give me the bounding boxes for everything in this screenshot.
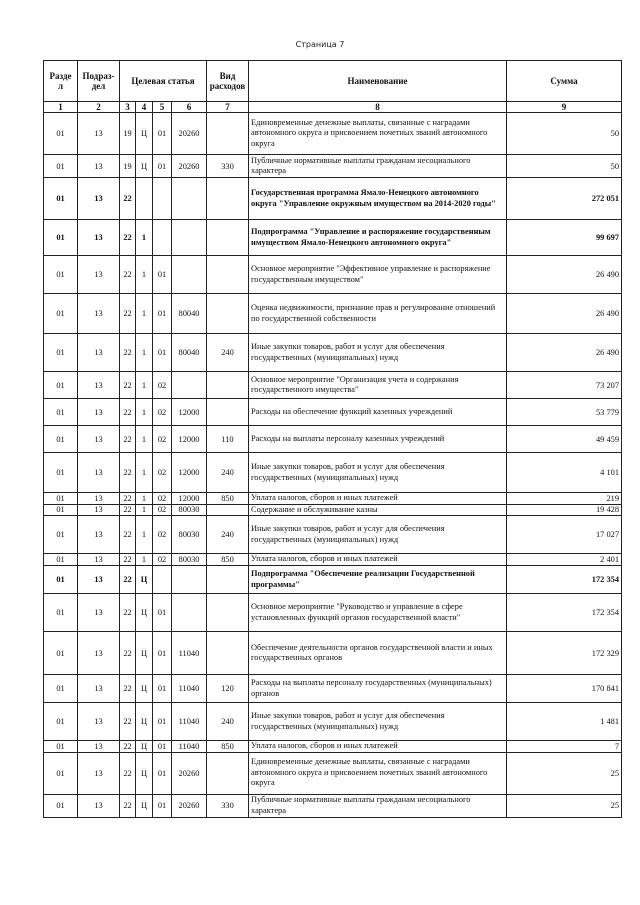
naimenovanie-cell: Расходы на выплаты персоналу государственных (муниципальных) органов (249, 675, 507, 703)
subprogram-code-cell: 1 (136, 426, 153, 453)
summa-cell: 99 697 (507, 220, 622, 256)
event-code-cell: 01 (153, 632, 172, 675)
direction-code-cell: 12000 (172, 493, 207, 505)
podrazdel-cell: 13 (78, 178, 120, 220)
program-code-cell: 22 (120, 632, 136, 675)
podrazdel-cell: 13 (78, 334, 120, 372)
naimenovanie-cell: Иные закупки товаров, работ и услуг для обеспечения государственных (муниципальных) нужд (249, 516, 507, 554)
table-row (44, 294, 622, 334)
razdel-cell: 01 (44, 334, 78, 372)
vid-rashodov-cell: 240 (207, 516, 249, 554)
vid-rashodov-cell: 120 (207, 675, 249, 703)
vid-rashodov-cell (207, 294, 249, 334)
vid-rashodov-cell (207, 752, 249, 794)
naimenovanie-cell: Обеспечение деятельности органов государственной власти и иных государственных органов (249, 632, 507, 675)
vid-rashodov-cell: 330 (207, 794, 249, 817)
column-number: 4 (136, 102, 153, 113)
table-row (44, 399, 622, 426)
vid-rashodov-cell: 240 (207, 334, 249, 372)
table-row (44, 741, 622, 753)
naimenovanie-cell: Публичные нормативные выплаты гражданам несоциального характера (249, 155, 507, 178)
budget-table (43, 60, 622, 818)
vid-rashodov-cell: 330 (207, 155, 249, 178)
event-code-cell: 01 (153, 294, 172, 334)
summa-cell: 170 841 (507, 675, 622, 703)
event-code-cell: 02 (153, 426, 172, 453)
direction-code-cell: 80030 (172, 504, 207, 516)
naimenovanie-cell: Основное мероприятие "Руководство и управление в сфере установленных функций органов государственной власти" (249, 594, 507, 632)
podrazdel-cell: 13 (78, 703, 120, 741)
direction-code-cell: 11040 (172, 675, 207, 703)
subprogram-code-cell: Ц (136, 741, 153, 753)
table-row (44, 426, 622, 453)
summa-cell: 17 027 (507, 516, 622, 554)
subprogram-code-cell: Ц (136, 675, 153, 703)
event-code-cell: 01 (153, 794, 172, 817)
subprogram-code-cell: 1 (136, 493, 153, 505)
naimenovanie-cell: Уплата налогов, сборов и иных платежей (249, 493, 507, 505)
summa-cell: 50 (507, 155, 622, 178)
program-code-cell: 22 (120, 504, 136, 516)
table-row (44, 794, 622, 817)
vid-rashodov-cell: 240 (207, 703, 249, 741)
subprogram-code-cell: 1 (136, 334, 153, 372)
table-row (44, 594, 622, 632)
program-code-cell: 22 (120, 334, 136, 372)
podrazdel-cell: 13 (78, 372, 120, 399)
naimenovanie-cell: Содержание и обслуживание казны (249, 504, 507, 516)
direction-code-cell: 80030 (172, 554, 207, 566)
naimenovanie-cell: Единовременные денежные выплаты, связанные с наградами автономного округа и присвоением почетных званий автономного округа (249, 752, 507, 794)
podrazdel-cell: 13 (78, 675, 120, 703)
program-code-cell: 22 (120, 703, 136, 741)
summa-cell: 50 (507, 113, 622, 155)
event-code-cell: 02 (153, 554, 172, 566)
program-code-cell: 22 (120, 493, 136, 505)
subprogram-code-cell: 1 (136, 399, 153, 426)
table-row (44, 334, 622, 372)
direction-code-cell: 20260 (172, 794, 207, 817)
subprogram-code-cell: Ц (136, 703, 153, 741)
event-code-cell: 01 (153, 155, 172, 178)
vid-rashodov-cell (207, 256, 249, 294)
direction-code-cell (172, 220, 207, 256)
razdel-cell: 01 (44, 594, 78, 632)
event-code-cell: 01 (153, 113, 172, 155)
summa-cell: 7 (507, 741, 622, 753)
vid-rashodov-cell: 110 (207, 426, 249, 453)
direction-code-cell: 20260 (172, 155, 207, 178)
naimenovanie-cell: Расходы на выплаты персоналу казенных учреждений (249, 426, 507, 453)
vid-rashodov-cell (207, 220, 249, 256)
event-code-cell: 01 (153, 334, 172, 372)
subprogram-code-cell: 1 (136, 554, 153, 566)
direction-code-cell (172, 566, 207, 594)
direction-code-cell: 11040 (172, 741, 207, 753)
program-code-cell: 22 (120, 675, 136, 703)
event-code-cell: 02 (153, 493, 172, 505)
column-number: 1 (44, 102, 78, 113)
razdel-cell: 01 (44, 632, 78, 675)
vid-rashodov-cell (207, 632, 249, 675)
razdel-cell: 01 (44, 453, 78, 493)
direction-code-cell: 11040 (172, 632, 207, 675)
direction-code-cell: 11040 (172, 703, 207, 741)
summa-cell: 4 101 (507, 453, 622, 493)
event-code-cell: 01 (153, 741, 172, 753)
razdel-cell: 01 (44, 155, 78, 178)
podrazdel-cell: 13 (78, 741, 120, 753)
program-code-cell: 22 (120, 294, 136, 334)
vid-rashodov-cell (207, 594, 249, 632)
summa-cell: 272 051 (507, 178, 622, 220)
summa-cell: 53 779 (507, 399, 622, 426)
subprogram-code-cell (136, 178, 153, 220)
event-code-cell (153, 178, 172, 220)
table-row (44, 256, 622, 294)
naimenovanie-cell: Основное мероприятие "Эффективное управление и распоряжение государственным имуществом" (249, 256, 507, 294)
subprogram-code-cell: Ц (136, 794, 153, 817)
program-code-cell: 22 (120, 794, 136, 817)
naimenovanie-cell: Оценка недвижимости, признание прав и регулирование отношений по государственной собственности (249, 294, 507, 334)
podrazdel-cell: 13 (78, 493, 120, 505)
vid-rashodov-cell: 850 (207, 493, 249, 505)
naimenovanie-cell: Подпрограмма "Управление и распоряжение государственным имуществом Ямало-Ненецкого автономного округа" (249, 220, 507, 256)
naimenovanie-cell: Основное мероприятие "Организация учета и содержания государственного имущества" (249, 372, 507, 399)
naimenovanie-cell: Иные закупки товаров, работ и услуг для обеспечения государственных (муниципальных) нужд (249, 334, 507, 372)
razdel-cell: 01 (44, 675, 78, 703)
podrazdel-cell: 13 (78, 632, 120, 675)
direction-code-cell: 20260 (172, 752, 207, 794)
naimenovanie-cell: Единовременные денежные выплаты, связанные с наградами автономного округа и присвоением почетных званий автономного округа (249, 113, 507, 155)
program-code-cell: 22 (120, 426, 136, 453)
summa-cell: 26 490 (507, 334, 622, 372)
subprogram-code-cell: 1 (136, 372, 153, 399)
razdel-cell: 01 (44, 554, 78, 566)
summa-cell: 26 490 (507, 294, 622, 334)
summa-cell: 172 329 (507, 632, 622, 675)
podrazdel-cell: 13 (78, 594, 120, 632)
vid-rashodov-cell (207, 372, 249, 399)
table-row (44, 372, 622, 399)
summa-cell: 1 481 (507, 703, 622, 741)
vid-rashodov-cell: 850 (207, 554, 249, 566)
naimenovanie-cell: Иные закупки товаров, работ и услуг для обеспечения государственных (муниципальных) нужд (249, 703, 507, 741)
subprogram-code-cell: Ц (136, 752, 153, 794)
program-code-cell: 22 (120, 516, 136, 554)
program-code-cell: 22 (120, 453, 136, 493)
table-row (44, 703, 622, 741)
column-number: 5 (153, 102, 172, 113)
subprogram-code-cell: Ц (136, 594, 153, 632)
column-number: 8 (249, 102, 507, 113)
vid-rashodov-cell (207, 566, 249, 594)
summa-cell: 26 490 (507, 256, 622, 294)
summa-cell: 25 (507, 794, 622, 817)
program-code-cell: 22 (120, 741, 136, 753)
header-summa: Сумма (507, 61, 622, 102)
column-number-row (44, 102, 622, 113)
naimenovanie-cell: Уплата налогов, сборов и иных платежей (249, 554, 507, 566)
razdel-cell: 01 (44, 703, 78, 741)
program-code-cell: 22 (120, 566, 136, 594)
table-row (44, 752, 622, 794)
razdel-cell: 01 (44, 399, 78, 426)
razdel-cell: 01 (44, 794, 78, 817)
subprogram-code-cell: 1 (136, 220, 153, 256)
razdel-cell: 01 (44, 220, 78, 256)
podrazdel-cell: 13 (78, 516, 120, 554)
program-code-cell: 19 (120, 155, 136, 178)
page-label: Страница 7 (295, 40, 345, 49)
table-row (44, 566, 622, 594)
razdel-cell: 01 (44, 426, 78, 453)
podrazdel-cell: 13 (78, 155, 120, 178)
event-code-cell: 02 (153, 399, 172, 426)
event-code-cell: 02 (153, 372, 172, 399)
table-row (44, 155, 622, 178)
summa-cell: 19 428 (507, 504, 622, 516)
vid-rashodov-cell (207, 399, 249, 426)
table-body (44, 113, 622, 818)
podrazdel-cell: 13 (78, 113, 120, 155)
column-number: 9 (507, 102, 622, 113)
header-celevaya-statya: Целевая статья (120, 61, 207, 102)
podrazdel-cell: 13 (78, 399, 120, 426)
subprogram-code-cell: Ц (136, 113, 153, 155)
razdel-cell: 01 (44, 493, 78, 505)
naimenovanie-cell: Уплата налогов, сборов и иных платежей (249, 741, 507, 753)
razdel-cell: 01 (44, 294, 78, 334)
column-number: 3 (120, 102, 136, 113)
summa-cell: 2 401 (507, 554, 622, 566)
event-code-cell: 01 (153, 675, 172, 703)
program-code-cell: 22 (120, 372, 136, 399)
event-code-cell (153, 220, 172, 256)
razdel-cell: 01 (44, 178, 78, 220)
razdel-cell: 01 (44, 372, 78, 399)
podrazdel-cell: 13 (78, 794, 120, 817)
column-number: 7 (207, 102, 249, 113)
subprogram-code-cell: 1 (136, 294, 153, 334)
event-code-cell: 02 (153, 453, 172, 493)
program-code-cell: 22 (120, 220, 136, 256)
razdel-cell: 01 (44, 113, 78, 155)
event-code-cell (153, 566, 172, 594)
event-code-cell: 01 (153, 703, 172, 741)
direction-code-cell: 80040 (172, 294, 207, 334)
direction-code-cell: 80030 (172, 516, 207, 554)
razdel-cell: 01 (44, 256, 78, 294)
program-code-cell: 22 (120, 752, 136, 794)
header-podrazdel: Подраз- дел (78, 61, 120, 102)
event-code-cell: 02 (153, 516, 172, 554)
table-row (44, 632, 622, 675)
direction-code-cell (172, 256, 207, 294)
program-code-cell: 22 (120, 178, 136, 220)
vid-rashodov-cell (207, 113, 249, 155)
table-row (44, 516, 622, 554)
summa-cell: 25 (507, 752, 622, 794)
table-row (44, 675, 622, 703)
podrazdel-cell: 13 (78, 294, 120, 334)
summa-cell: 172 354 (507, 594, 622, 632)
header-naimenovanie: Наименование (249, 61, 507, 102)
summa-cell: 219 (507, 493, 622, 505)
direction-code-cell: 80040 (172, 334, 207, 372)
program-code-cell: 19 (120, 113, 136, 155)
razdel-cell: 01 (44, 516, 78, 554)
subprogram-code-cell: 1 (136, 453, 153, 493)
podrazdel-cell: 13 (78, 554, 120, 566)
event-code-cell: 01 (153, 256, 172, 294)
program-code-cell: 22 (120, 256, 136, 294)
direction-code-cell (172, 594, 207, 632)
razdel-cell: 01 (44, 566, 78, 594)
header-razdel: Разде л (44, 61, 78, 102)
header-vid-rashodov: Вид расходов (207, 61, 249, 102)
direction-code-cell: 20260 (172, 113, 207, 155)
column-number: 2 (78, 102, 120, 113)
event-code-cell: 01 (153, 594, 172, 632)
naimenovanie-cell: Государственная программа Ямало-Ненецкого автономного округа "Управление окружным имуществом на 2014-2020 годы" (249, 178, 507, 220)
razdel-cell: 01 (44, 752, 78, 794)
table-row (44, 453, 622, 493)
subprogram-code-cell: Ц (136, 566, 153, 594)
direction-code-cell: 12000 (172, 453, 207, 493)
table-row (44, 220, 622, 256)
event-code-cell: 01 (153, 752, 172, 794)
table-row (44, 493, 622, 505)
podrazdel-cell: 13 (78, 504, 120, 516)
subprogram-code-cell: Ц (136, 632, 153, 675)
podrazdel-cell: 13 (78, 566, 120, 594)
vid-rashodov-cell: 240 (207, 453, 249, 493)
naimenovanie-cell: Публичные нормативные выплаты гражданам несоциального характера (249, 794, 507, 817)
program-code-cell: 22 (120, 594, 136, 632)
summa-cell: 172 354 (507, 566, 622, 594)
table-row (44, 504, 622, 516)
table-row (44, 554, 622, 566)
vid-rashodov-cell (207, 504, 249, 516)
vid-rashodov-cell (207, 178, 249, 220)
podrazdel-cell: 13 (78, 220, 120, 256)
direction-code-cell (172, 178, 207, 220)
naimenovanie-cell: Иные закупки товаров, работ и услуг для обеспечения государственных (муниципальных) нужд (249, 453, 507, 493)
naimenovanie-cell: Подпрограмма "Обеспечение реализации Государственной программы" (249, 566, 507, 594)
summa-cell: 49 459 (507, 426, 622, 453)
podrazdel-cell: 13 (78, 426, 120, 453)
subprogram-code-cell: Ц (136, 155, 153, 178)
subprogram-code-cell: 1 (136, 504, 153, 516)
podrazdel-cell: 13 (78, 256, 120, 294)
direction-code-cell: 12000 (172, 426, 207, 453)
event-code-cell: 02 (153, 504, 172, 516)
razdel-cell: 01 (44, 504, 78, 516)
podrazdel-cell: 13 (78, 752, 120, 794)
subprogram-code-cell: 1 (136, 256, 153, 294)
summa-cell: 73 207 (507, 372, 622, 399)
direction-code-cell (172, 372, 207, 399)
subprogram-code-cell: 1 (136, 516, 153, 554)
vid-rashodov-cell: 850 (207, 741, 249, 753)
table-row (44, 178, 622, 220)
program-code-cell: 22 (120, 399, 136, 426)
direction-code-cell: 12000 (172, 399, 207, 426)
column-number: 6 (172, 102, 207, 113)
naimenovanie-cell: Расходы на обеспечение функций казенных учреждений (249, 399, 507, 426)
program-code-cell: 22 (120, 554, 136, 566)
podrazdel-cell: 13 (78, 453, 120, 493)
razdel-cell: 01 (44, 741, 78, 753)
table-row (44, 113, 622, 155)
